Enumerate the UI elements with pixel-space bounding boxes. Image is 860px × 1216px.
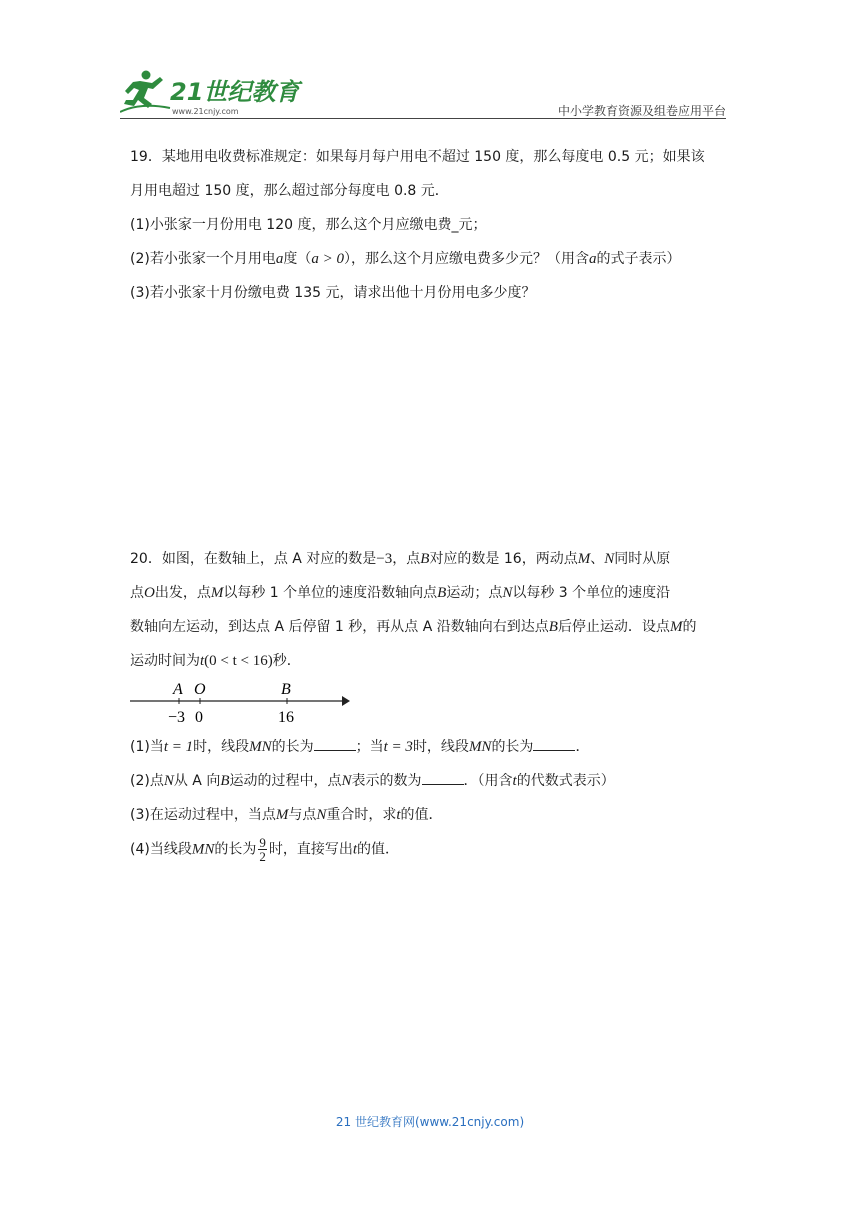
answer-blank[interactable] — [422, 772, 464, 785]
tick-label-a: −3 — [168, 709, 186, 726]
fraction-nine-halves: $\frac{9}{2}$ — [259, 835, 266, 864]
q20-stem-1: 20．如图，在数轴上，点 A 对应的数是−3，点B对应的数是 16，两动点M、N同时从原 — [130, 551, 671, 567]
point-label-o: O — [194, 681, 206, 698]
header-divider — [120, 118, 726, 119]
site-logo — [120, 68, 320, 118]
q19-part-3: (3)若小张家十月份缴电费 135 元，请求出他十月份用电多少度？ — [130, 285, 536, 301]
point-label-b: B — [281, 681, 291, 698]
q19-stem-1: 19．某地用电收费标准规定：如果每月每户用电不超过 150 度，那么每度电 0.5 元；如果该 — [130, 149, 705, 165]
point-label-a: A — [173, 681, 183, 698]
q20-part-3: (3)在运动过程中，当点M与点N重合时，求t的值． — [130, 807, 443, 823]
q19-stem-2: 月用电超过 150 度，那么超过部分每度电 0.8 元． — [130, 183, 449, 199]
answer-blank[interactable] — [533, 738, 575, 751]
footer-link[interactable]: 21 世纪教育网(www.21cnjy.com) — [335, 1115, 525, 1129]
q20-stem-4: 运动时间为t(0 < t < 16)秒． — [130, 653, 301, 669]
page-header — [120, 68, 726, 120]
svg-text:www.21cnjy.com: www.21cnjy.com — [172, 107, 239, 116]
q19-part-2: (2)若小张家一个月用电a度（a > 0），那么这个月应缴电费多少元？（用含a的式子表示） — [130, 251, 681, 267]
q20-stem-3: 数轴向左运动，到达点 A 后停留 1 秒，再从点 A 沿数轴向右到达点B后停止运动．设点M的 — [130, 619, 697, 635]
svg-text:21世纪教育: 21世纪教育 — [170, 78, 300, 106]
q20-part-4: (4)当线段MN的长为 $\frac{9}{2}$ 时，直接写出t的值． — [130, 835, 400, 864]
q20-part-2: (2)点N从 A 向B运动的过程中，点N表示的数为 ．（用含t的代数式表示） — [130, 773, 615, 789]
runner-icon — [120, 71, 170, 113]
platform-label: 中小学教育资源及组卷应用平台 — [557, 104, 726, 118]
question-20 — [130, 548, 730, 863]
answer-blank[interactable] — [314, 738, 356, 751]
q20-part-1: (1)当t = 1时，线段MN的长为 ；当t = 3时，线段MN的长为 ． — [130, 739, 590, 755]
number-line-figure — [130, 680, 370, 730]
arrow-right-icon — [342, 696, 350, 706]
q19-part-1: (1)小张家一月份用电 120 度，那么这个月应缴电费_元； — [130, 217, 487, 233]
tick-label-o: 0 — [195, 709, 203, 726]
tick-label-b: 16 — [278, 709, 294, 726]
q20-stem-2: 点O出发，点M以每秒 1 个单位的速度沿数轴向点B运动；点N以每秒 3 个单位的速度沿 — [130, 585, 671, 601]
question-19 — [130, 146, 730, 304]
